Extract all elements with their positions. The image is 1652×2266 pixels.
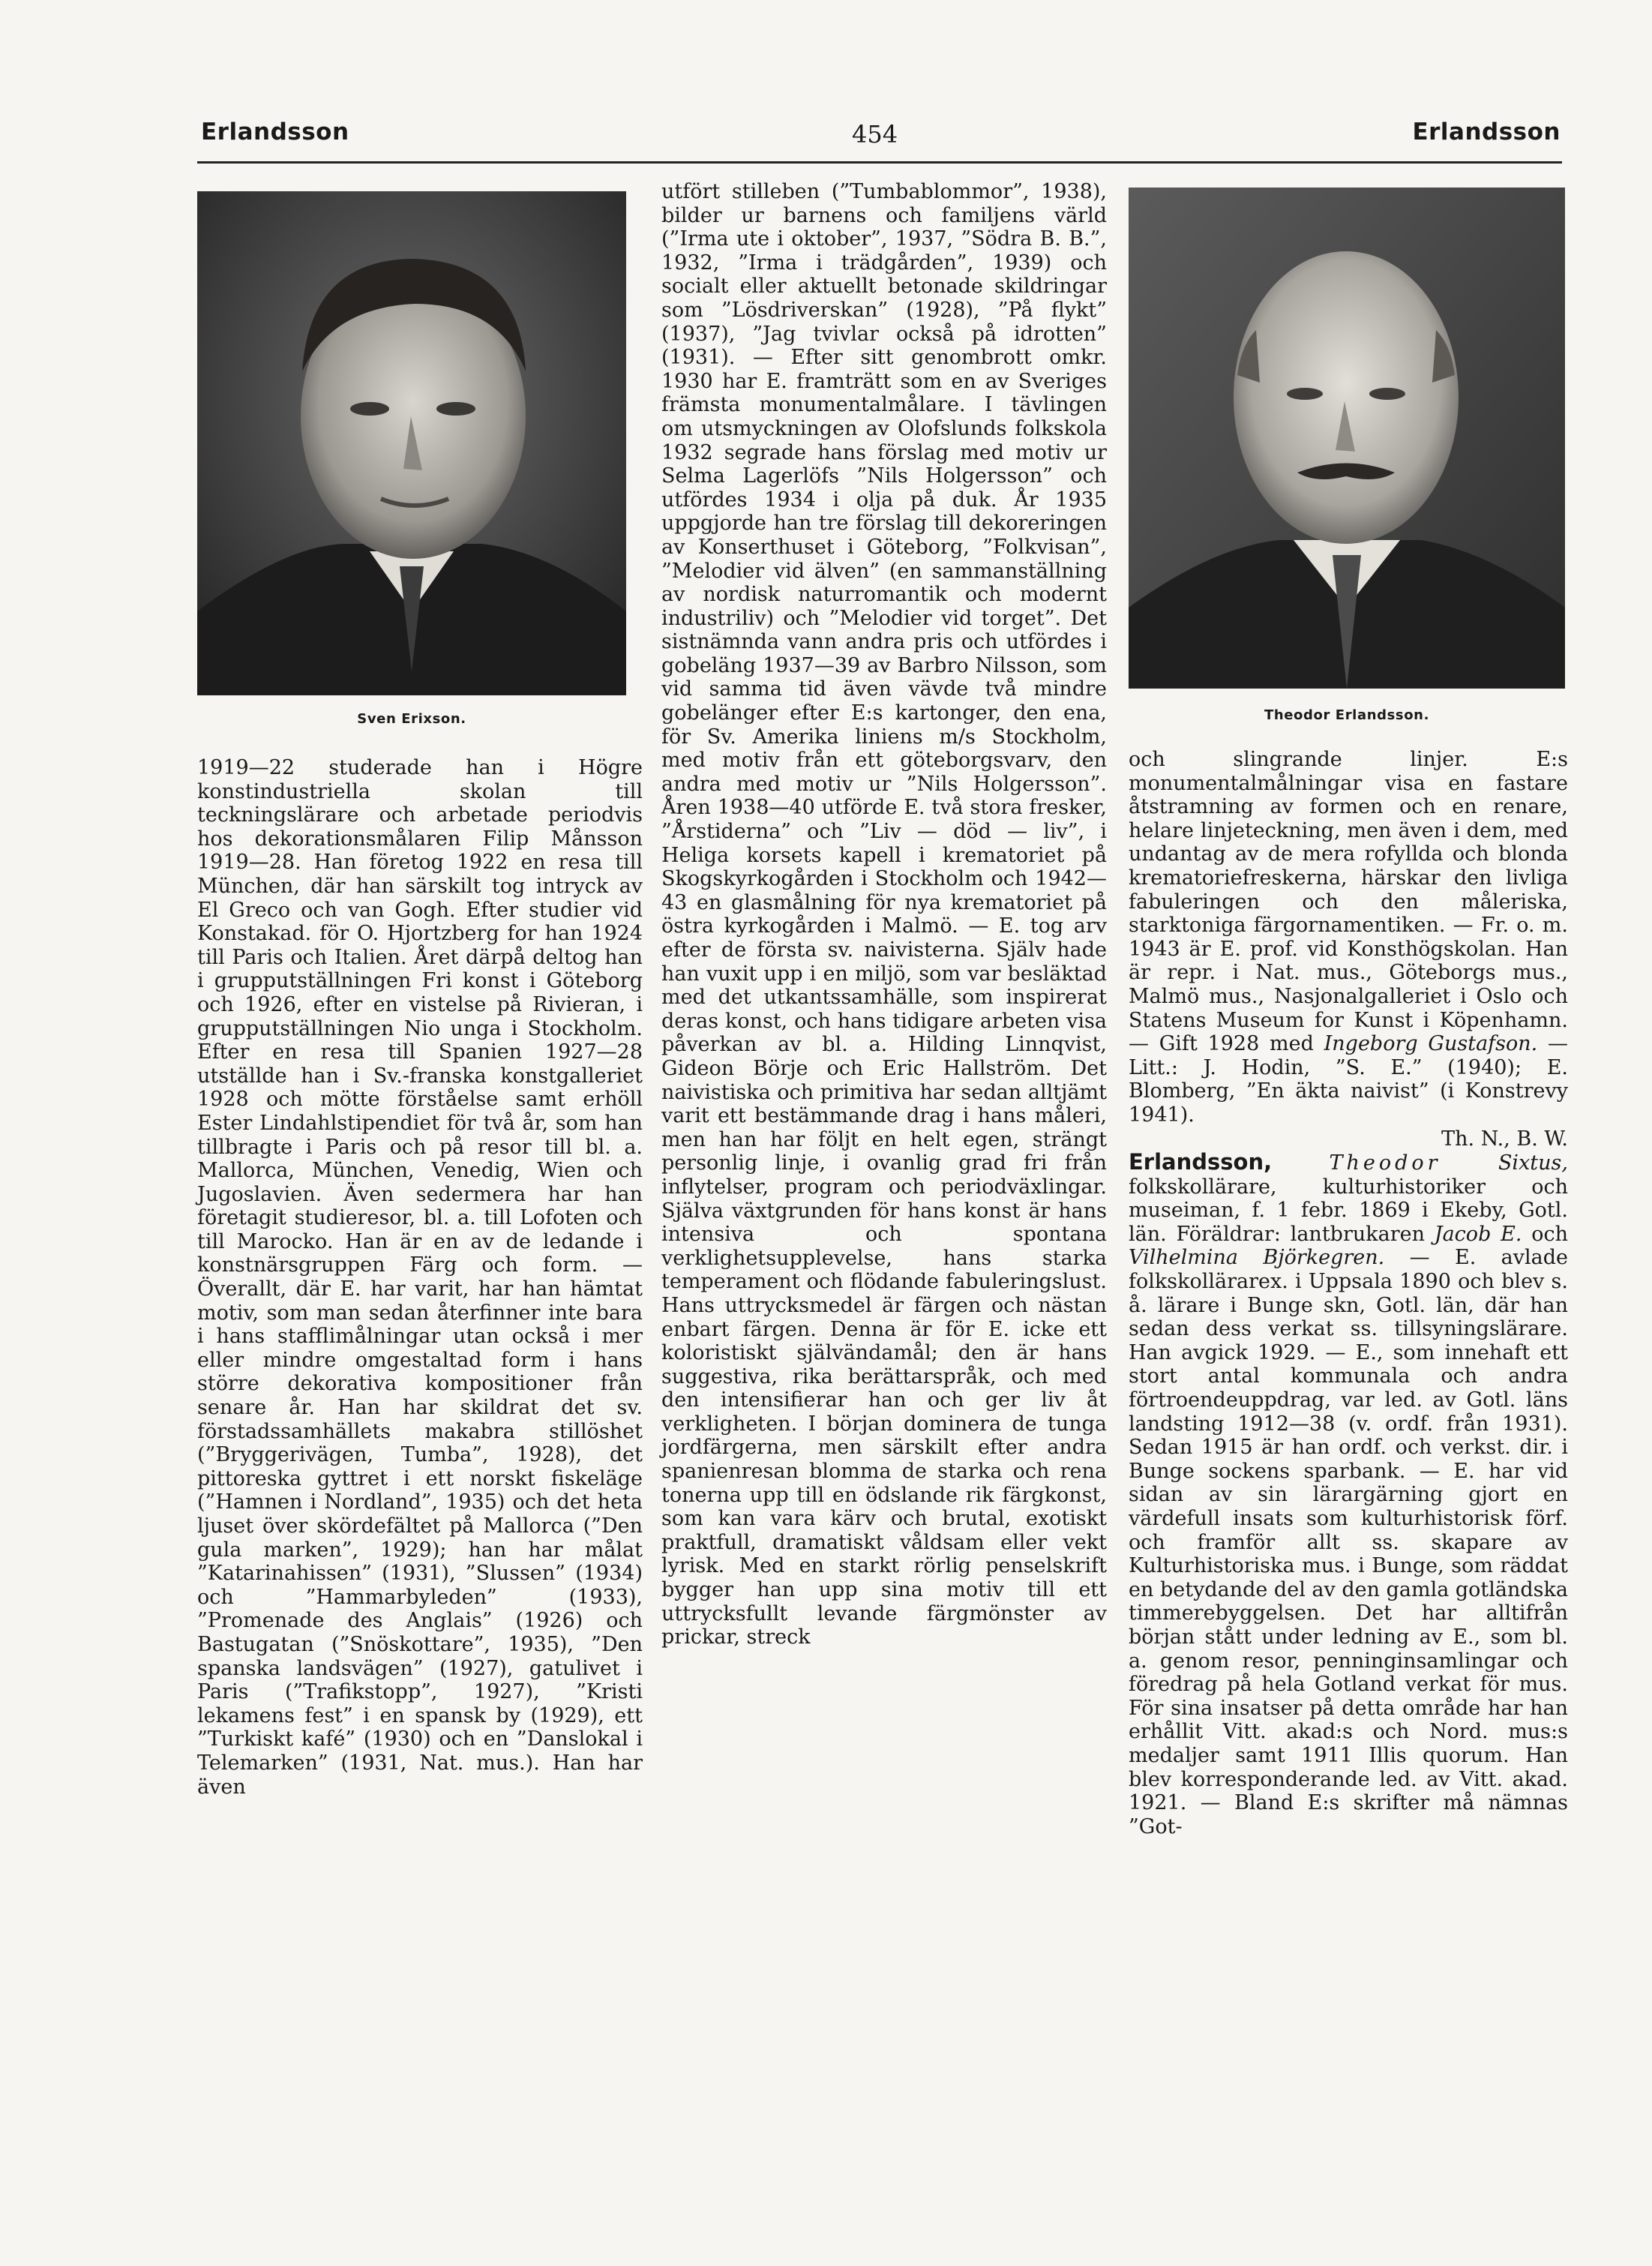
page-number: 454 (852, 120, 898, 149)
column-2-text: utfört stilleben (”Tumbablommor”, 1938), bilder ur barnens och familjens värld (”Irma ute i oktober”, 1937, ”Södra B. B.”, 1932, ”Irma i trädgården”, 1939) och socialt eller aktuellt betonade skildringar som ”Lösdriverskan” (1928), ”På flykt” (1937), ”Jag tvivlar också på idrotten” (1931). — Efter sitt genombrott omkr. 1930 har E. framträtt som en av Sveriges främsta monumentalmålare. I tävlingen om utsmyckningen av Olofslunds folkskola 1932 segrade hans förslag med motiv ur Selma Lagerlöfs ”Nils Holgersson” och utfördes 1934 i olja på duk. År 1935 uppgjorde han tre förslag till dekoreringen av Konserthuset i Göteborg, ”Folkvisan”, ”Melodier vid älven” (en sammanställning av nordisk naturromantik och modernt industriliv) och ”Melodier vid torget”. Det sistnämnda vann andra pris och utfördes i gobeläng 1937—39 av Barbro Nilsson, som vid samma tid även vävde två mindre gobelänger efter E:s kartonger, den ena, för Sv. Amerika liniens m/s Stockholm, med motiv från ett göteborgsvarv, den andra med motiv ur ”Nils Holgersson”. Åren 1938—40 utförde E. två stora fresker, ”Årstiderna” och ”Liv — död — liv”, i Heliga korsets kapell i krematoriet på Skogskyrkogården i Stockholm och 1942—43 en glasmålning för nya krematoriet på östra kyrkogården i Malmö. — E. tog arv efter de första sv. naivisterna. Själv hade han vuxit upp i en miljö, som var besläktad med det utkantssamhälle, som inspirerat deras konst, och hans tidigare arbeten visa påverkan av bl. a. Hilding Linnqvist, Gideon Börje och Eric Hallström. Det naivistiska och primitiva har sedan alltjämt varit ett bestämmande drag i hans måleri, men han har följt en helt egen, strängt personlig linje, i ovanlig grad fri från inflytelser, program och periodväxlingar. Själva växtgrunden för hans konst är hans intensiva och spontana verklighetsupplevelse, hans starka temperament och flödande fabuleringslust. Hans uttrycksmedel är färgen och nästan enbart färgen. Denna är för E. icke ett koloristiskt självändamål; den är hans suggestiva, rika berättarspråk, och med den intensifierar han och ger liv åt verkligheten. I början dominera de tunga jordfärgerna, men särskilt efter andra spanienresan blomma de starka och rena tonerna upp till en ödslande rik färgkonst, som kan vara kärv och brutal, exotiskt praktfull, dramatiskt våldsam eller vekt lyrisk. Med en starkt rörlig penselskrift bygger han upp sina motiv till ett uttrycksfullt levande färgmönster av prickar, streck (661, 180, 1107, 1649)
author-signature: Th. N., B. W. (1441, 1127, 1568, 1151)
column-3-intro (1129, 748, 1568, 1127)
spouse-name: Ingeborg Gustafson. (1324, 1032, 1538, 1056)
text-column-2 (661, 180, 1107, 1649)
entry-text-1: folkskollärare, kulturhistoriker och museiman, f. 1 febr. 1869 i Ekeby, Gotl. län. Föräldrar: lantbrukaren (1129, 1175, 1568, 1246)
column-1-text: 1919—22 studerade han i Högre konstindustriella skolan till teckningslärare och arbetade periodvis hos dekorationsmålaren Filip Månsson 1919—28. Han företog 1922 en resa till München, där han särskilt tog intryck av El Greco och van Gogh. Efter studier vid Konstakad. för O. Hjortzberg for han 1924 till Paris och Italien. Året därpå deltog han i grupputställningen Fri konst i Göteborg och 1926, efter en vistelse på Rivieran, i grupputställningen Nio unga i Stockholm. Efter en resa till Spanien 1927—28 utställde han i Sv.-franska konstgalleriet 1928 och mötte förståelse samt erhöll Ester Lindahlstipendiet för två år, som han tillbragte i Paris och på resor till bl. a. Mallorca, München, Venedig, Wien och Jugoslavien. Även sedermera har han företagit studieresor, bl. a. till Lofoten och till Marocko. Han är en av de ledande i konstnärsgruppen Färg och form. — Överallt, där E. har varit, har han hämtat motiv, som man sedan återfinner inte bara i hans stafflimålningar utan också i mer eller mindre omgestaltad form i hans större dekorativa kompositioner från senare år. Han har skildrat det sv. förstadssamhällets makabra stillöshet (”Bryggerivägen, Tumba”, 1928), det pittoreska gyttret i ett norskt fiskeläge (”Hamnen i Nordland”, 1935) och det heta ljuset över skördefältet på Mallorca (”Den gula marken”, 1929); han har målat ”Katarinahissen” (1931), ”Slussen” (1934) och ”Hammarbyleden” (1933), ”Promenade des Anglais” (1926) och Bastugatan (”Snöskottare”, 1935), ”Den spanska landsvägen” (1927), gatulivet i Paris (”Trafikstopp”, 1927), ”Kristi lekamens fest” i en spansk by (1929), ett ”Turkiskt kafé” (1930) och en ”Danslokal i Telemarken” (1931, Nat. mus.). Han har även (197, 756, 643, 1799)
entry-and: och (1531, 1222, 1568, 1246)
portrait-theodor-erlandsson (1129, 188, 1565, 689)
running-head-right: Erlandsson (1412, 119, 1561, 146)
entry-given-name: Theodor (1329, 1151, 1441, 1175)
portrait-sven-erixson (197, 191, 626, 695)
page-header (0, 0, 1652, 173)
portrait-caption-left: Sven Erixson. (357, 711, 466, 727)
entry-middle-name: Sixtus, (1498, 1151, 1568, 1175)
entry-father: Jacob E. (1434, 1222, 1522, 1246)
entry-headword: Erlandsson, (1129, 1149, 1273, 1175)
entry-text-2: — E. avlade folkskollärarex. i Uppsala 1890 och blev s. å. lärare i Bunge skn, Gotl. län, där han sedan dess verkat ss. tillsyningslärare. Han avgick 1929. — E., som innehaft ett stort antal kommunala och andra förtroendeuppdrag, var led. av Gotl. läns landsting 1912—38 (v. ordf. från 1931). Sedan 1915 är han ordf. och verkst. dir. i Bunge sockens sparbank. — E. har vid sidan av sin lärargärning gjort en värdefull insats som kulturhistorisk förf. och framför allt ss. skapare av Kulturhistoriska mus. i Bunge, som räddat en betydande del av den gamla gotländska timmerebyggelsen. Det har alltifrån början stått under ledning av E., som bl. a. genom resor, penninginsamlingar och föredrag på hela Gotland verkat för mus. För sina insatser på detta område har han erhållit Vitt. akad:s och Nord. mus:s medaljer samt 1911 Illis quorum. Han blev korresponderande led. av Vitt. akad. 1921. — Bland E:s skrifter må nämnas ”Got- (1129, 1246, 1568, 1838)
entry-theodor-erlandsson (1129, 1151, 1568, 1838)
text-column-1 (197, 756, 643, 1799)
running-head-left: Erlandsson (201, 119, 349, 146)
text-column-3 (1129, 748, 1568, 1838)
column-3-intro-text: och slingrande linjer. E:s monumentalmålningar visa en fastare åtstramning av formen och en renare, helare linjeteckning, men även i dem, med undantag av de mera rofyllda och blonda krematoriefreskerna, härskar den livliga fabuleringen och den måleriska, starktoniga färgornamentiken. — Fr. o. m. 1943 är E. prof. vid Konsthögskolan. Han är repr. i Nat. mus., Göteborgs mus., Malmö mus., Nasjonalgalleriet i Oslo och Statens Museum for Kunst i Köpenhamn. — Gift 1928 med (1129, 748, 1568, 1056)
header-rule (197, 161, 1562, 164)
entry-mother: Vilhelmina Björkegren. (1129, 1246, 1385, 1270)
portrait-caption-right: Theodor Erlandsson. (1264, 707, 1430, 723)
literature-note: — Litt.: J. Hodin, ”S. E.” (1940); E. Blomberg, ”En äkta naivist” (i Konstrevy 1941). (1129, 1032, 1568, 1127)
